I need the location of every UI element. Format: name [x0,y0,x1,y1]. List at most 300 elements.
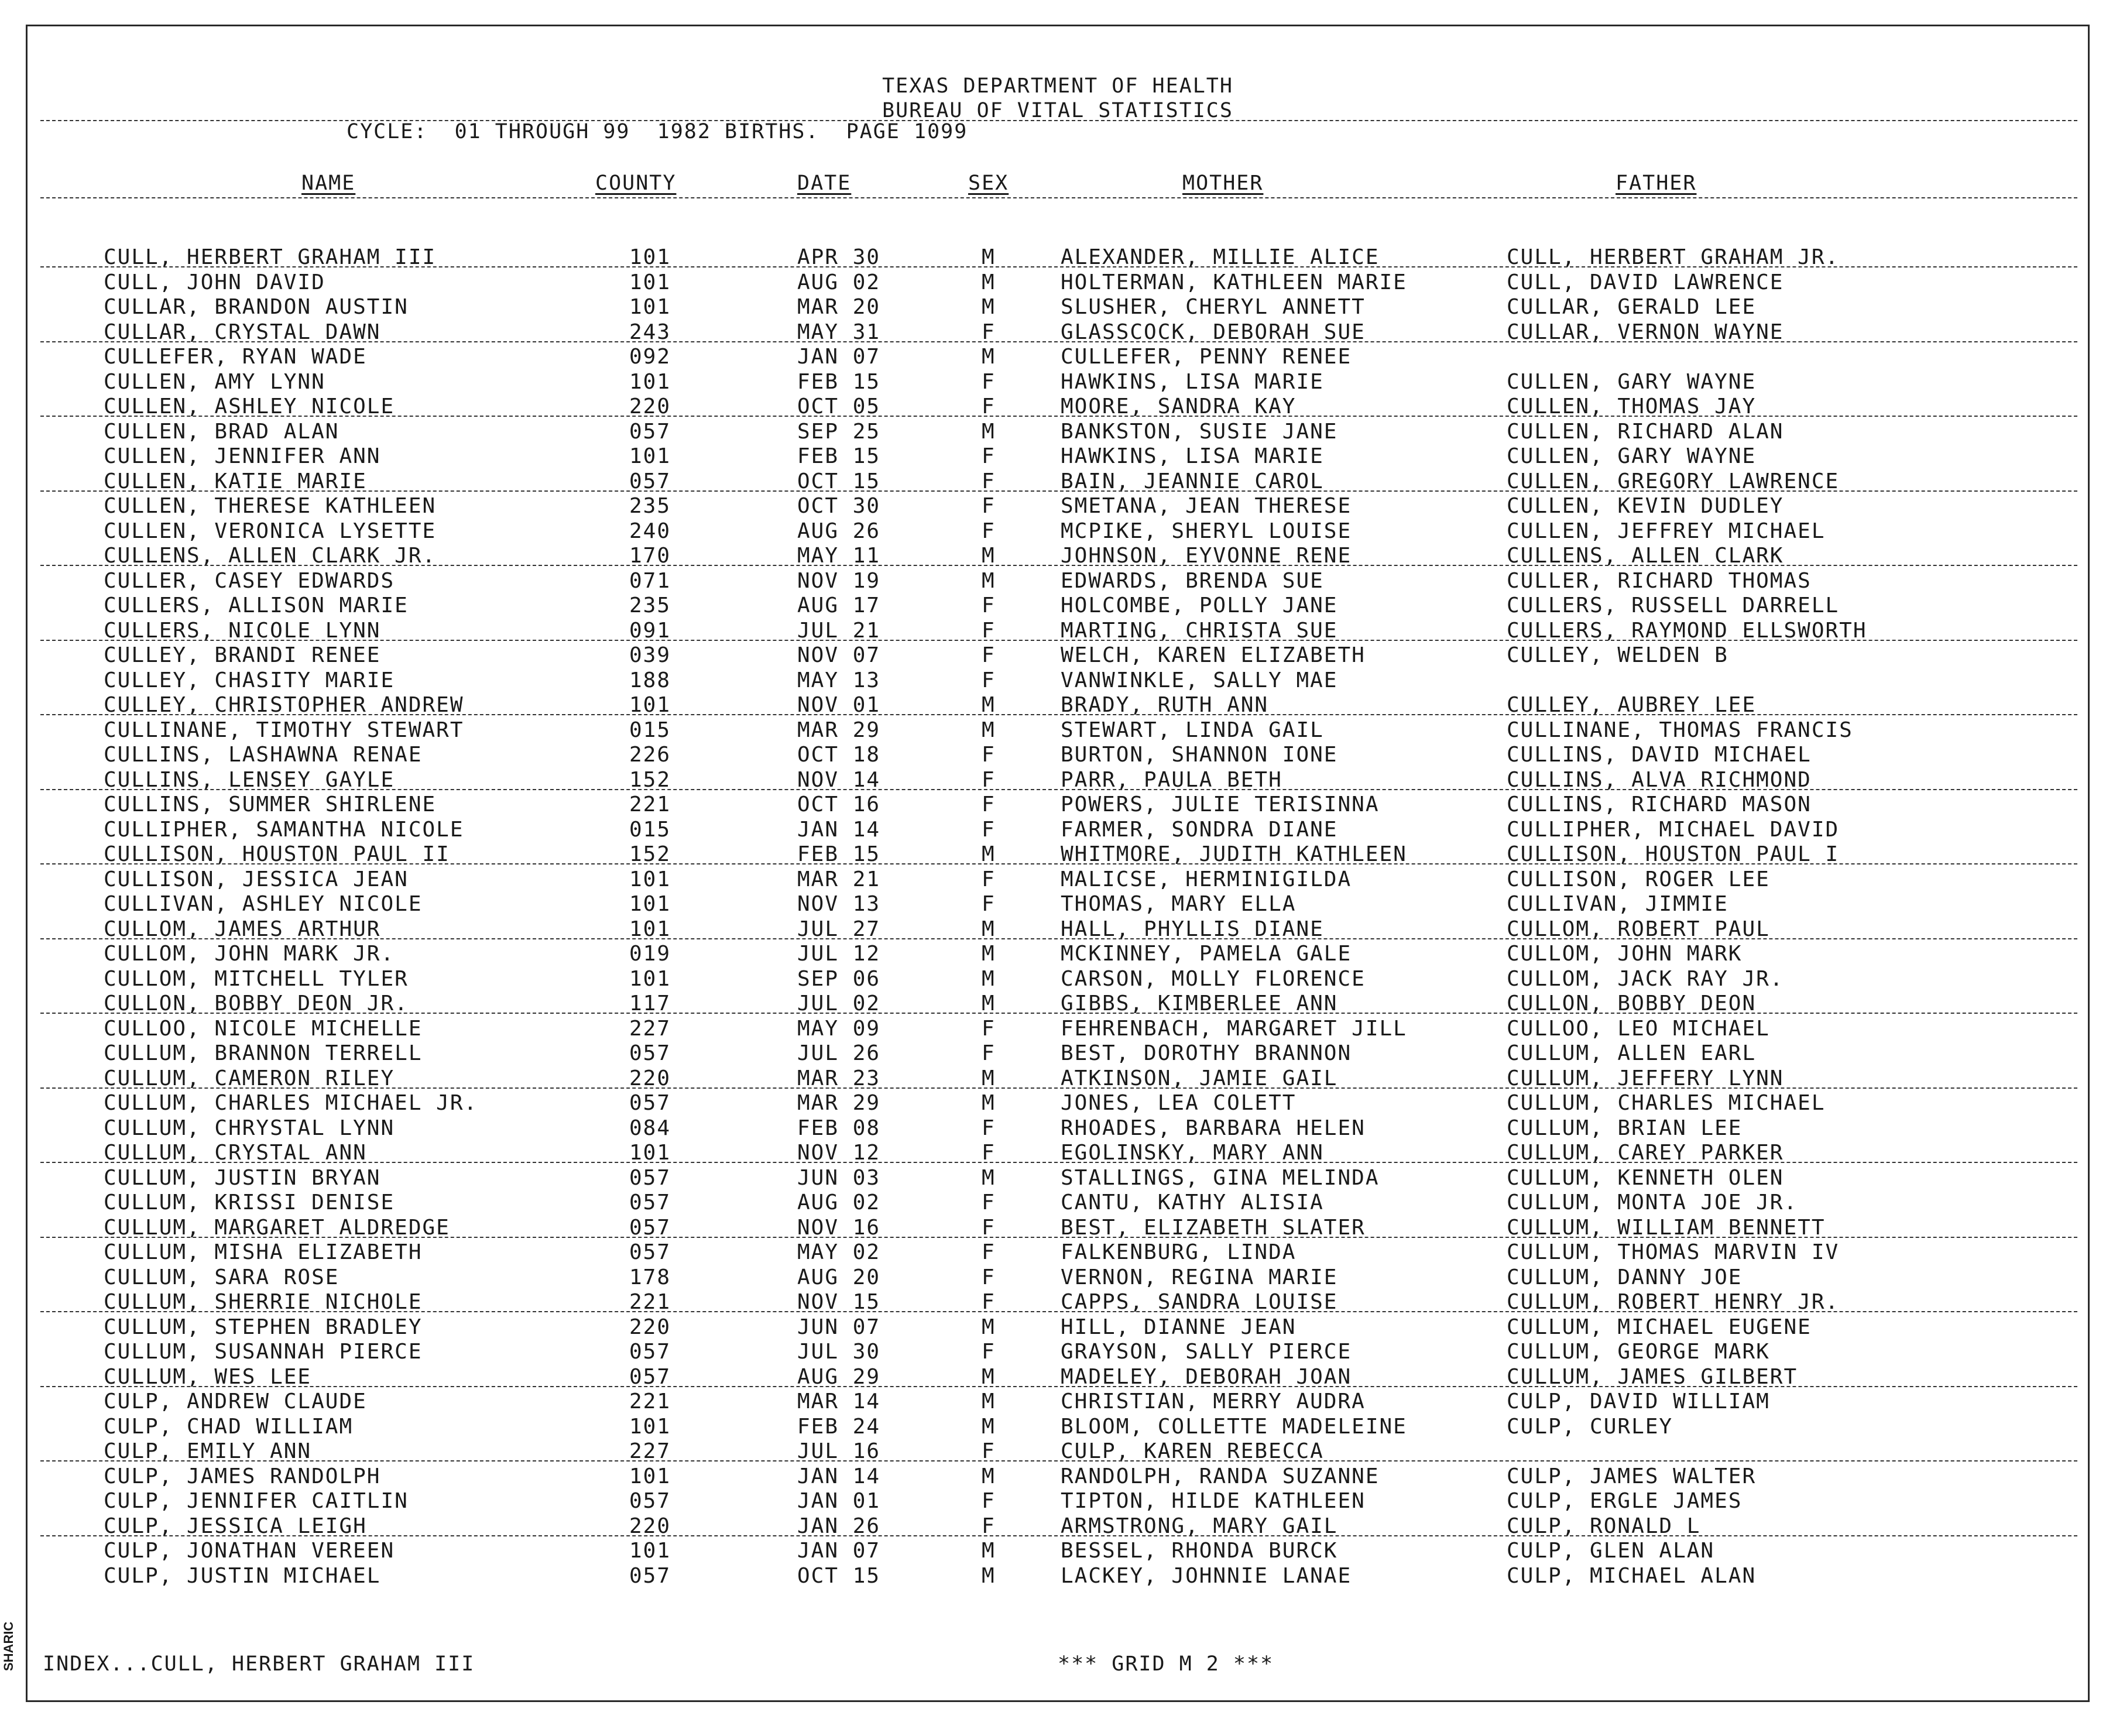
cell-date: MAR 14 [797,1390,881,1413]
cell-mother: TIPTON, HILDE KATHLEEN [1061,1489,1366,1513]
cell-name: CULP, EMILY ANN [104,1439,312,1463]
table-row [28,593,2088,618]
cell-name: CULLER, CASEY EDWARDS [104,568,395,593]
cell-county: 101 [629,295,671,319]
cell-father: CULL, DAVID LAWRENCE [1507,270,1784,294]
table-row [28,370,2088,394]
cell-name: CULLUM, SHERRIE NICHOLE [104,1290,423,1314]
divider-line [40,120,2077,121]
cell-county: 057 [629,1091,671,1115]
cell-county: 057 [629,1364,671,1389]
cell-father: CULLINANE, THOMAS FRANCIS [1507,718,1853,742]
cell-county: 235 [629,593,671,617]
cell-county: 152 [629,767,671,792]
cell-mother: MALICSE, HERMINIGILDA [1061,867,1352,891]
table-row [28,1265,2088,1290]
cell-sex: F [982,469,996,493]
cell-name: CULL, JOHN DAVID [104,270,325,294]
table-row [28,743,2088,767]
cell-sex: M [982,568,996,593]
cell-county: 227 [629,1439,671,1463]
cell-sex: F [982,1141,996,1165]
cell-name: CULP, JAMES RANDOLPH [104,1464,381,1488]
cell-date: JUN 03 [797,1165,881,1190]
cell-mother: WHITMORE, JUDITH KATHLEEN [1061,842,1407,866]
cell-date: SEP 25 [797,419,881,444]
cell-date: SEP 06 [797,966,881,991]
cell-mother: BANKSTON, SUSIE JANE [1061,419,1338,444]
cell-father: CULLAR, VERNON WAYNE [1507,320,1784,344]
cell-mother: THOMAS, MARY ELLA [1061,892,1297,916]
cell-name: CULLEN, THERESE KATHLEEN [104,494,437,518]
cell-date: AUG 20 [797,1265,881,1289]
cell-date: JAN 01 [797,1489,881,1513]
cell-name: CULLEY, CHASITY MARIE [104,668,395,692]
cell-father: CULLOM, JACK RAY JR. [1507,966,1784,991]
cell-sex: M [982,1563,996,1588]
cell-father: CULLUM, WILLIAM BENNETT [1507,1215,1826,1240]
cell-sex: F [982,792,996,816]
cell-sex: M [982,1390,996,1413]
cell-sex: M [982,1414,996,1439]
cell-date: NOV 07 [797,643,881,667]
cell-date: AUG 29 [797,1364,881,1389]
cell-name: CULLEN, JENNIFER ANN [104,444,381,468]
cell-sex: M [982,544,996,568]
cell-father: CULP, DAVID WILLIAM [1507,1390,1770,1413]
table-row [28,818,2088,842]
index-footer: INDEX...CULL, HERBERT GRAHAM III [43,1652,475,1676]
cell-sex: M [982,842,996,866]
divider-line [40,197,2077,198]
cell-date: NOV 16 [797,1215,881,1240]
cell-father: CULLUM, DANNY JOE [1507,1265,1743,1289]
cell-date: JAN 14 [797,817,881,842]
cell-name: CULLUM, KRISSI DENISE [104,1191,395,1214]
cell-mother: GRAYSON, SALLY PIERCE [1061,1340,1352,1364]
cell-father: CULLER, RICHARD THOMAS [1507,568,1812,593]
cell-sex: F [982,1191,996,1214]
cell-mother: FEHRENBACH, MARGARET JILL [1061,1016,1407,1041]
cell-father: CULLUM, CHARLES MICHAEL [1507,1091,1826,1115]
cell-sex: M [982,1539,996,1563]
cell-name: CULP, JESSICA LEIGH [104,1514,367,1538]
cell-county: 220 [629,1315,671,1339]
cell-name: CULLUM, STEPHEN BRADLEY [104,1315,423,1339]
cell-sex: F [982,1215,996,1240]
cell-mother: WELCH, KAREN ELIZABETH [1061,643,1366,667]
cell-county: 178 [629,1265,671,1289]
cell-sex: M [982,245,996,269]
cell-mother: ARMSTRONG, MARY GAIL [1061,1514,1338,1538]
table-row [28,1191,2088,1215]
cell-mother: BLOOM, COLLETTE MADELEINE [1061,1414,1407,1439]
cell-sex: F [982,1240,996,1264]
cell-name: CULLUM, MARGARET ALDREDGE [104,1215,450,1240]
row-divider [40,1535,2077,1536]
cell-county: 101 [629,270,671,294]
cell-sex: M [982,270,996,294]
cell-sex: F [982,767,996,792]
cell-mother: EGOLINSKY, MARY ANN [1061,1141,1324,1165]
cell-name: CULLENS, ALLEN CLARK JR. [104,544,437,568]
cell-sex: F [982,867,996,891]
cell-county: 057 [629,1240,671,1264]
cell-date: NOV 15 [797,1290,881,1314]
cell-name: CULP, CHAD WILLIAM [104,1414,354,1439]
cell-name: CULLINANE, TIMOTHY STEWART [104,718,464,742]
table-row [28,892,2088,917]
table-row [28,1166,2088,1191]
cell-mother: STEWART, LINDA GAIL [1061,718,1324,742]
table-row [28,1390,2088,1414]
cell-date: JUL 02 [797,991,881,1015]
column-header-county: COUNTY [595,171,677,195]
cell-father: CULLUM, MICHAEL EUGENE [1507,1315,1812,1339]
cell-date: JUN 07 [797,1315,881,1339]
cell-father: CULLUM, JAMES GILBERT [1507,1364,1798,1389]
row-divider [40,938,2077,939]
cell-father: CULLUM, ALLEN EARL [1507,1041,1757,1065]
cell-mother: CULP, KAREN REBECCA [1061,1439,1324,1463]
cell-county: 101 [629,444,671,468]
row-divider [40,341,2077,342]
cell-father: CULP, RONALD L [1507,1514,1701,1538]
cell-mother: BAIN, JEANNIE CAROL [1061,469,1324,493]
cell-father: CULLUM, JEFFERY LYNN [1507,1066,1784,1090]
cell-date: MAY 13 [797,668,881,692]
table-row [28,643,2088,668]
cell-mother: ATKINSON, JAMIE GAIL [1061,1066,1338,1090]
cell-county: 057 [629,1489,671,1513]
cell-county: 057 [629,469,671,493]
row-divider [40,714,2077,715]
row-divider [40,565,2077,566]
cell-father: CULLEN, THOMAS JAY [1507,394,1757,418]
cell-father: CULLERS, RAYMOND ELLSWORTH [1507,618,1867,643]
cell-date: JUL 26 [797,1041,881,1065]
cell-sex: F [982,444,996,468]
table-row [28,270,2088,295]
cell-father: CULLEN, JEFFREY MICHAEL [1507,519,1826,543]
cell-name: CULLOM, JAMES ARTHUR [104,917,381,941]
cell-sex: F [982,817,996,842]
cell-mother: CANTU, KATHY ALISIA [1061,1191,1324,1214]
cell-name: CULLON, BOBBY DEON JR. [104,991,409,1015]
cell-name: CULL, HERBERT GRAHAM III [104,245,437,269]
cell-father: CULLINS, RICHARD MASON [1507,792,1812,816]
cell-date: MAR 29 [797,718,881,742]
cell-father: CULLEY, AUBREY LEE [1507,693,1757,717]
cell-sex: F [982,668,996,692]
cell-county: 057 [629,1340,671,1364]
cell-date: JUL 27 [797,917,881,941]
cell-date: OCT 30 [797,494,881,518]
cell-county: 220 [629,1514,671,1538]
cell-sex: F [982,593,996,617]
cell-mother: MOORE, SANDRA KAY [1061,394,1297,418]
cell-county: 057 [629,1191,671,1214]
cell-county: 057 [629,1041,671,1065]
cell-sex: F [982,1016,996,1041]
cell-father: CULLINS, DAVID MICHAEL [1507,743,1812,767]
table-row [28,1464,2088,1489]
cell-name: CULLAR, CRYSTAL DAWN [104,320,381,344]
cell-county: 101 [629,1539,671,1563]
cell-county: 117 [629,991,671,1015]
cell-mother: MADELEY, DEBORAH JOAN [1061,1364,1352,1389]
table-row [28,967,2088,991]
cell-mother: POWERS, JULIE TERISINNA [1061,792,1380,816]
cell-date: NOV 01 [797,693,881,717]
cell-county: 084 [629,1116,671,1140]
cell-date: JUL 30 [797,1340,881,1364]
cell-father: CULLUM, ROBERT HENRY JR. [1507,1290,1840,1314]
cell-date: JUL 21 [797,618,881,643]
cell-mother: JONES, LEA COLETT [1061,1091,1297,1115]
cell-father: CULLAR, GERALD LEE [1507,295,1757,319]
cell-name: CULLERS, ALLISON MARIE [104,593,409,617]
cell-name: CULLEN, ASHLEY NICOLE [104,394,395,418]
cell-name: CULLUM, CHRYSTAL LYNN [104,1116,395,1140]
cell-mother: HAWKINS, LISA MARIE [1061,444,1324,468]
cell-mother: HALL, PHYLLIS DIANE [1061,917,1324,941]
cell-father: CULP, CURLEY [1507,1414,1673,1439]
table-row [28,494,2088,519]
cell-father: CULP, GLEN ALAN [1507,1539,1715,1563]
cell-sex: F [982,1514,996,1538]
cell-name: CULLOO, NICOLE MICHELLE [104,1016,423,1041]
cell-county: 101 [629,369,671,394]
cell-mother: GLASSCOCK, DEBORAH SUE [1061,320,1366,344]
cell-date: FEB 08 [797,1116,881,1140]
cell-name: CULLUM, SARA ROSE [104,1265,339,1289]
row-divider [40,1386,2077,1387]
cell-date: JUL 12 [797,942,881,966]
cell-county: 101 [629,1464,671,1488]
cell-name: CULLUM, CAMERON RILEY [104,1066,395,1090]
cell-sex: M [982,1315,996,1339]
cell-father: CULP, JAMES WALTER [1507,1464,1757,1488]
cell-county: 226 [629,743,671,767]
cell-sex: F [982,1265,996,1289]
cell-sex: F [982,1041,996,1065]
cell-name: CULLINS, LASHAWNA RENAE [104,743,423,767]
cell-county: 057 [629,1563,671,1588]
cell-mother: HOLCOMBE, POLLY JANE [1061,593,1338,617]
cell-father: CULLENS, ALLEN CLARK [1507,544,1784,568]
cell-date: MAY 31 [797,320,881,344]
cell-father: CULLUM, BRIAN LEE [1507,1116,1743,1140]
cell-sex: F [982,369,996,394]
cell-county: 071 [629,568,671,593]
table-row [28,1116,2088,1141]
cell-father: CULLOM, JOHN MARK [1507,942,1743,966]
cell-county: 101 [629,1141,671,1165]
cell-father: CULLEN, GREGORY LAWRENCE [1507,469,1840,493]
cell-mother: BEST, DOROTHY BRANNON [1061,1041,1352,1065]
cell-sex: F [982,618,996,643]
cell-county: 057 [629,1165,671,1190]
cell-date: FEB 24 [797,1414,881,1439]
table-row [28,444,2088,469]
cell-mother: HAWKINS, LISA MARIE [1061,369,1324,394]
cell-county: 015 [629,718,671,742]
column-header-father: FATHER [1616,171,1697,195]
cell-mother: HILL, DIANNE JEAN [1061,1315,1297,1339]
table-row [28,867,2088,892]
cell-sex: F [982,519,996,543]
cell-mother: JOHNSON, EYVONNE RENE [1061,544,1352,568]
row-divider [40,1237,2077,1238]
table-row [28,1539,2088,1563]
cell-name: CULLUM, WES LEE [104,1364,312,1389]
cell-date: OCT 15 [797,469,881,493]
cell-date: MAY 11 [797,544,881,568]
cell-date: OCT 05 [797,394,881,418]
cell-county: 101 [629,1414,671,1439]
cell-county: 235 [629,494,671,518]
cell-date: FEB 15 [797,842,881,866]
cell-county: 221 [629,1290,671,1314]
cell-mother: CAPPS, SANDRA LOUISE [1061,1290,1338,1314]
cell-county: 227 [629,1016,671,1041]
cell-father: CULP, ERGLE JAMES [1507,1489,1743,1513]
cell-date: APR 30 [797,245,881,269]
cell-father: CULLON, BOBBY DEON [1507,991,1757,1015]
cell-name: CULLAR, BRANDON AUSTIN [104,295,409,319]
bureau-title: BUREAU OF VITAL STATISTICS [882,99,1233,122]
cell-date: AUG 26 [797,519,881,543]
cell-sex: F [982,394,996,418]
cell-county: 019 [629,942,671,966]
cell-name: CULLERS, NICOLE LYNN [104,618,381,643]
cell-sex: F [982,1340,996,1364]
cell-mother: PARR, PAULA BETH [1061,767,1282,792]
column-header-date: DATE [797,171,852,195]
cell-sex: F [982,743,996,767]
column-header-mother: MOTHER [1182,171,1264,195]
cell-father: CULLIVAN, JIMMIE [1507,892,1728,916]
cell-date: AUG 02 [797,270,881,294]
cell-father: CULLEN, RICHARD ALAN [1507,419,1784,444]
cell-sex: M [982,991,996,1015]
cell-name: CULP, JONATHAN VEREEN [104,1539,395,1563]
cell-father: CULLEN, GARY WAYNE [1507,444,1757,468]
cell-county: 092 [629,345,671,369]
table-row [28,1017,2088,1041]
cell-mother: CARSON, MOLLY FLORENCE [1061,966,1366,991]
cell-mother: BESSEL, RHONDA BURCK [1061,1539,1338,1563]
cell-date: AUG 02 [797,1191,881,1214]
cell-county: 221 [629,792,671,816]
cell-father: CULLUM, THOMAS MARVIN IV [1507,1240,1840,1264]
table-row [28,345,2088,369]
cell-sex: M [982,1066,996,1090]
cell-date: JAN 07 [797,1539,881,1563]
cell-sex: M [982,942,996,966]
table-row [28,1091,2088,1116]
cell-date: JAN 07 [797,345,881,369]
cell-date: MAY 09 [797,1016,881,1041]
cell-father: CULLISON, HOUSTON PAUL I [1507,842,1840,866]
row-divider [40,863,2077,864]
cell-name: CULLEN, VERONICA LYSETTE [104,519,437,543]
cell-name: CULLINS, SUMMER SHIRLENE [104,792,437,816]
table-row [28,295,2088,320]
table-row [28,1415,2088,1439]
cell-date: OCT 16 [797,792,881,816]
cell-mother: BRADY, RUTH ANN [1061,693,1269,717]
cell-name: CULP, JENNIFER CAITLIN [104,1489,409,1513]
cell-sex: F [982,320,996,344]
cell-father: CULL, HERBERT GRAHAM JR. [1507,245,1840,269]
cell-sex: F [982,1439,996,1463]
cell-mother: HOLTERMAN, KATHLEEN MARIE [1061,270,1407,294]
cell-date: NOV 14 [797,767,881,792]
column-header-sex: SEX [968,171,1009,195]
table-row [28,519,2088,544]
cell-name: CULLUM, JUSTIN BRYAN [104,1165,381,1190]
cell-sex: F [982,643,996,667]
row-divider [40,266,2077,267]
table-row [28,420,2088,444]
cell-date: JAN 14 [797,1464,881,1488]
cell-date: MAR 29 [797,1091,881,1115]
cell-county: 243 [629,320,671,344]
cell-date: MAR 23 [797,1066,881,1090]
cell-county: 101 [629,966,671,991]
cell-father: CULLERS, RUSSELL DARRELL [1507,593,1840,617]
cell-father: CULLOM, ROBERT PAUL [1507,917,1770,941]
row-divider [40,1087,2077,1089]
cell-county: 057 [629,419,671,444]
cell-mother: BEST, ELIZABETH SLATER [1061,1215,1366,1240]
cell-name: CULLEN, KATIE MARIE [104,469,367,493]
cell-father: CULLUM, MONTA JOE JR. [1507,1191,1798,1214]
cell-mother: FARMER, SONDRA DIANE [1061,817,1338,842]
cell-date: JAN 26 [797,1514,881,1538]
table-row [28,942,2088,966]
cell-sex: M [982,1464,996,1488]
cell-mother: SLUSHER, CHERYL ANNETT [1061,295,1366,319]
cell-sex: F [982,1290,996,1314]
cell-mother: MCPIKE, SHERYL LOUISE [1061,519,1352,543]
cell-name: CULLUM, BRANNON TERRELL [104,1041,423,1065]
cell-mother: RANDOLPH, RANDA SUZANNE [1061,1464,1380,1488]
cell-date: MAY 02 [797,1240,881,1264]
cell-father: CULLEY, WELDEN B [1507,643,1728,667]
cell-county: 220 [629,1066,671,1090]
table-row [28,1041,2088,1066]
cell-county: 152 [629,842,671,866]
cell-sex: M [982,345,996,369]
cell-mother: VANWINKLE, SALLY MAE [1061,668,1338,692]
cell-mother: MARTING, CHRISTA SUE [1061,618,1338,643]
cell-county: 101 [629,245,671,269]
table-row [28,792,2088,817]
cycle-line: CYCLE: 01 THROUGH 99 1982 BIRTHS. PAGE 1099 [347,120,968,143]
cell-mother: MCKINNEY, PAMELA GALE [1061,942,1352,966]
cell-date: FEB 15 [797,369,881,394]
cell-name: CULP, ANDREW CLAUDE [104,1390,367,1413]
grid-footer: *** GRID M 2 *** [1058,1652,1274,1676]
department-title: TEXAS DEPARTMENT OF HEALTH [882,74,1233,98]
cell-father: CULLOO, LEO MICHAEL [1507,1016,1770,1041]
cell-mother: STALLINGS, GINA MELINDA [1061,1165,1380,1190]
cell-mother: VERNON, REGINA MARIE [1061,1265,1338,1289]
cell-county: 101 [629,892,671,916]
